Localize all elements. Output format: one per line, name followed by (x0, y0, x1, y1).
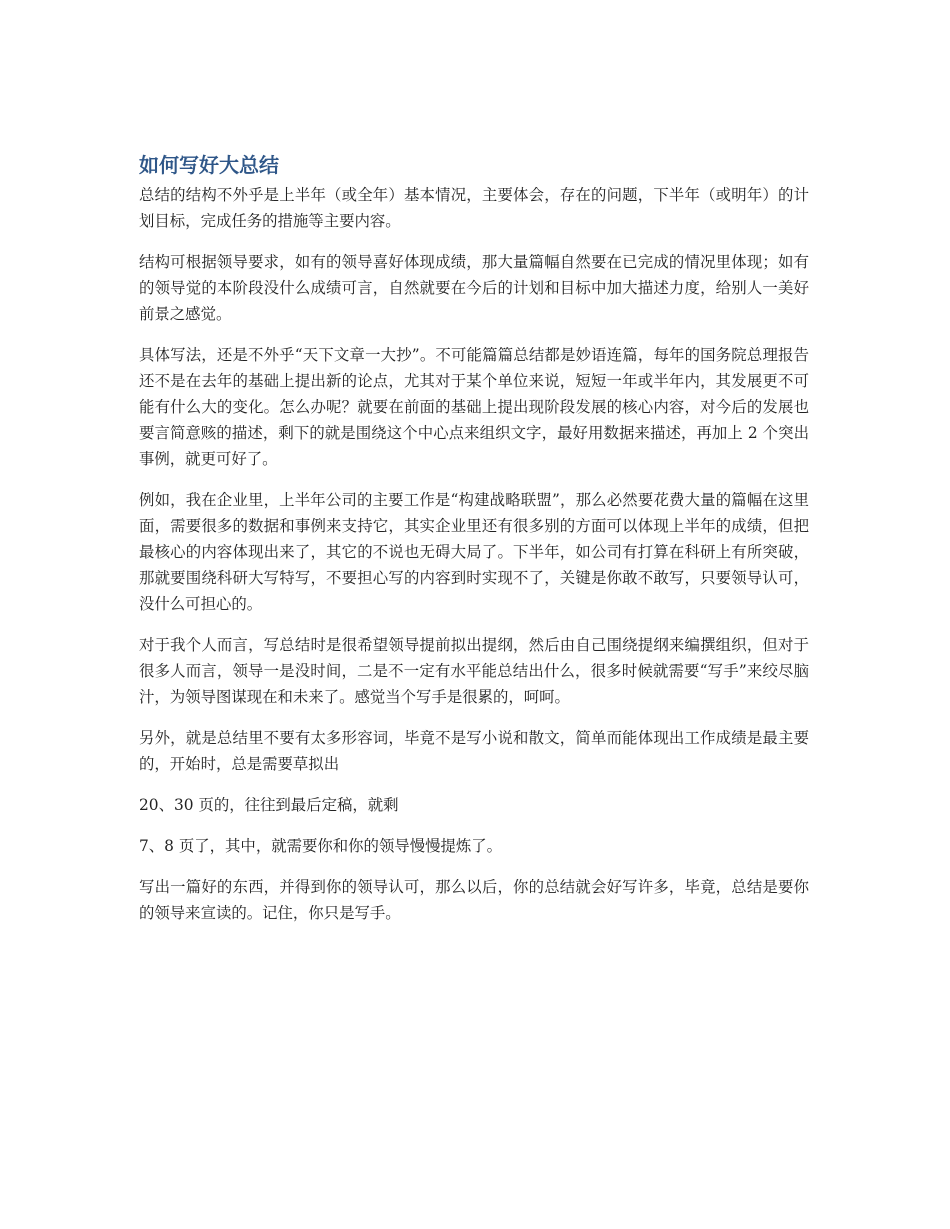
document-page (139, 150, 809, 941)
paragraph-4: 例如，我在企业里，上半年公司的主要工作是“构建战略联盟”，那么必然要花费大量的篇幅在这里面，需要很多的数据和事例来支持它，其实企业里还有很多别的方面可以体现上半年的成绩，但把最核心的内容体现出来了，其它的不说也无碍大局了。下半年，如公司有打算在科研上有所突破，那就要围绕科研大写特写，不要担心写的内容到时实现不了，关键是你敢不敢写，只要领导认可，没什么可担心的。 (139, 491, 809, 613)
paragraph-7: 20、30 页的，往往到最后定稿，就剩 (139, 796, 399, 814)
paragraph-6: 另外，就是总结里不要有太多形容词，毕竟不是写小说和散文，简单而能体现出工作成绩是最主要的，开始时，总是需要草拟出 (139, 729, 809, 773)
paragraph-5: 对于我个人而言，写总结时是很希望领导提前拟出提纲，然后由自己围绕提纲来编撰组织，但对于很多人而言，领导一是没时间，二是不一定有水平能总结出什么，很多时候就需要“写手”来绞尽脑汁，为领导图谋现在和未来了。感觉当个写手是很累的，呵呵。 (139, 636, 809, 706)
paragraph-1: 总结的结构不外乎是上半年（或全年）基本情况，主要体会，存在的问题，下半年（或明年）的计划目标，完成任务的措施等主要内容。 (139, 186, 809, 230)
paragraph-8: 7、8 页了，其中，就需要你和你的领导慢慢提炼了。 (139, 837, 503, 855)
paragraph-3: 具体写法，还是不外乎“天下文章一大抄”。不可能篇篇总结都是妙语连篇，每年的国务院总理报告还不是在去年的基础上提出新的论点，尤其对于某个单位来说，短短一年或半年内，其发展更不可能有什么大的变化。怎么办呢？就要在前面的基础上提出现阶段发展的核心内容，对今后的发展也要言简意赅的描述，剩下的就是围绕这个中心点来组织文字，最好用数据来描述，再加上 2 个突出事例，就更可好了。 (139, 346, 809, 468)
document-title: 如何写好大总结 (139, 153, 279, 177)
paragraph-2: 结构可根据领导要求，如有的领导喜好体现成绩，那大量篇幅自然要在已完成的情况里体现；如有的领导觉的本阶段没什么成绩可言，自然就要在今后的计划和目标中加大描述力度，给别人一美好前景之感觉。 (139, 253, 809, 323)
paragraph-9: 写出一篇好的东西，并得到你的领导认可，那么以后，你的总结就会好写许多，毕竟，总结是要你的领导来宣读的。记住，你只是写手。 (139, 878, 809, 922)
